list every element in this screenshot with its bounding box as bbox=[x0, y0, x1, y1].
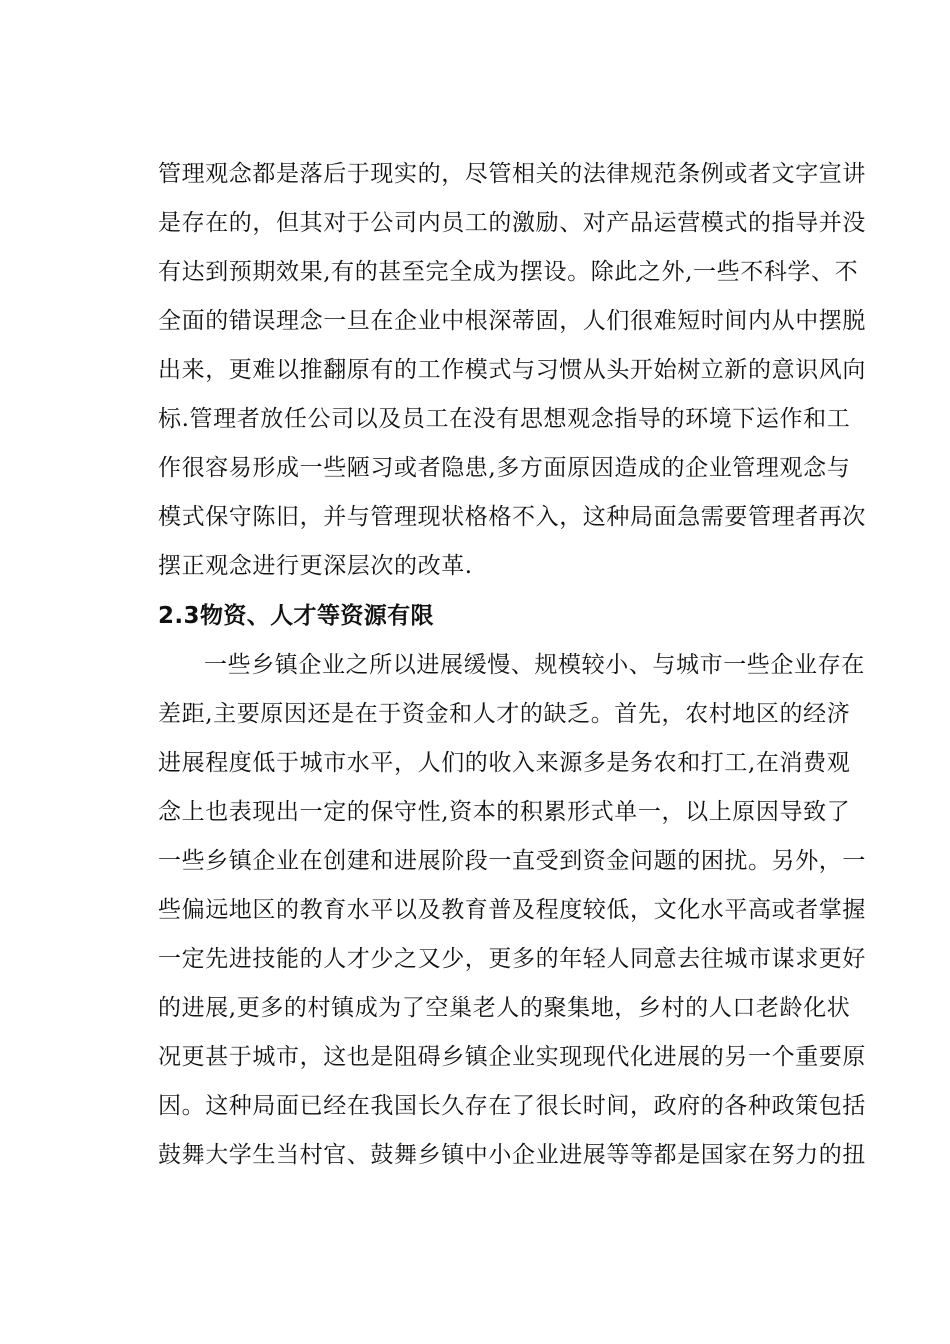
paragraph-line: 一些乡镇企业之所以进展缓慢、规模较小、与城市一些企业存在 bbox=[204, 652, 865, 678]
paragraph-line: 因。这种局面已经在我国长久存在了很长时间，政府的各种政策包括 bbox=[158, 1093, 866, 1119]
paragraph-line: 的进展,更多的村镇成为了空巢老人的聚集地，乡村的人口老龄化状 bbox=[158, 995, 851, 1021]
paragraph-line: 些偏远地区的教育水平以及教育普及程度较低，文化水平高或者掌握 bbox=[158, 897, 866, 923]
paragraph-line: 一些乡镇企业在创建和进展阶段一直受到资金问题的困扰。另外，一 bbox=[158, 848, 866, 874]
paragraph-line: 标.管理者放任公司以及员工在没有思想观念指导的环境下运作和工 bbox=[158, 406, 851, 432]
paragraph-line: 念上也表现出一定的保守性,资本的积累形式单一，以上原因导致了 bbox=[158, 799, 851, 825]
paragraph-line: 模式保守陈旧，并与管理现状格格不入，这种局面急需要管理者再次 bbox=[158, 504, 866, 530]
paragraph-line: 有达到预期效果,有的甚至完全成为摆设。除此之外,一些不科学、不 bbox=[158, 259, 859, 285]
paragraph-line: 是存在的，但其对于公司内员工的激励、对产品运营模式的指导并没 bbox=[158, 210, 866, 236]
paragraph-line: 一定先进技能的人才少之又少，更多的年轻人同意去往城市谋求更好 bbox=[158, 946, 866, 972]
paragraph-line: 进展程度低于城市水平，人们的收入来源多是务农和打工,在消费观 bbox=[158, 750, 851, 776]
paragraph-line: 鼓舞大学生当村官、鼓舞乡镇中小企业进展等等都是国家在努力的扭 bbox=[158, 1142, 866, 1168]
paragraph-line: 出来，更难以推翻原有的工作模式与习惯从头开始树立新的意识风向 bbox=[158, 357, 866, 383]
paragraph-line: 况更甚于城市，这也是阻碍乡镇企业实现现代化进展的另一个重要原 bbox=[158, 1044, 866, 1070]
paragraph-line: 全面的错误理念一旦在企业中根深蒂固，人们很难短时间内从中摆脱 bbox=[158, 308, 866, 334]
paragraph-line: 作很容易形成一些陋习或者隐患,多方面原因造成的企业管理观念与 bbox=[158, 455, 851, 481]
paragraph-line: 管理观念都是落后于现实的，尽管相关的法律规范条例或者文字宣讲 bbox=[158, 161, 866, 187]
paragraph-line: 差距,主要原因还是在于资金和人才的缺乏。首先，农村地区的经济 bbox=[158, 701, 851, 727]
paragraph-line: 摆正观念进行更深层次的改革. bbox=[158, 553, 473, 579]
section-heading: 2.3物资、人才等资源有限 bbox=[158, 603, 434, 629]
